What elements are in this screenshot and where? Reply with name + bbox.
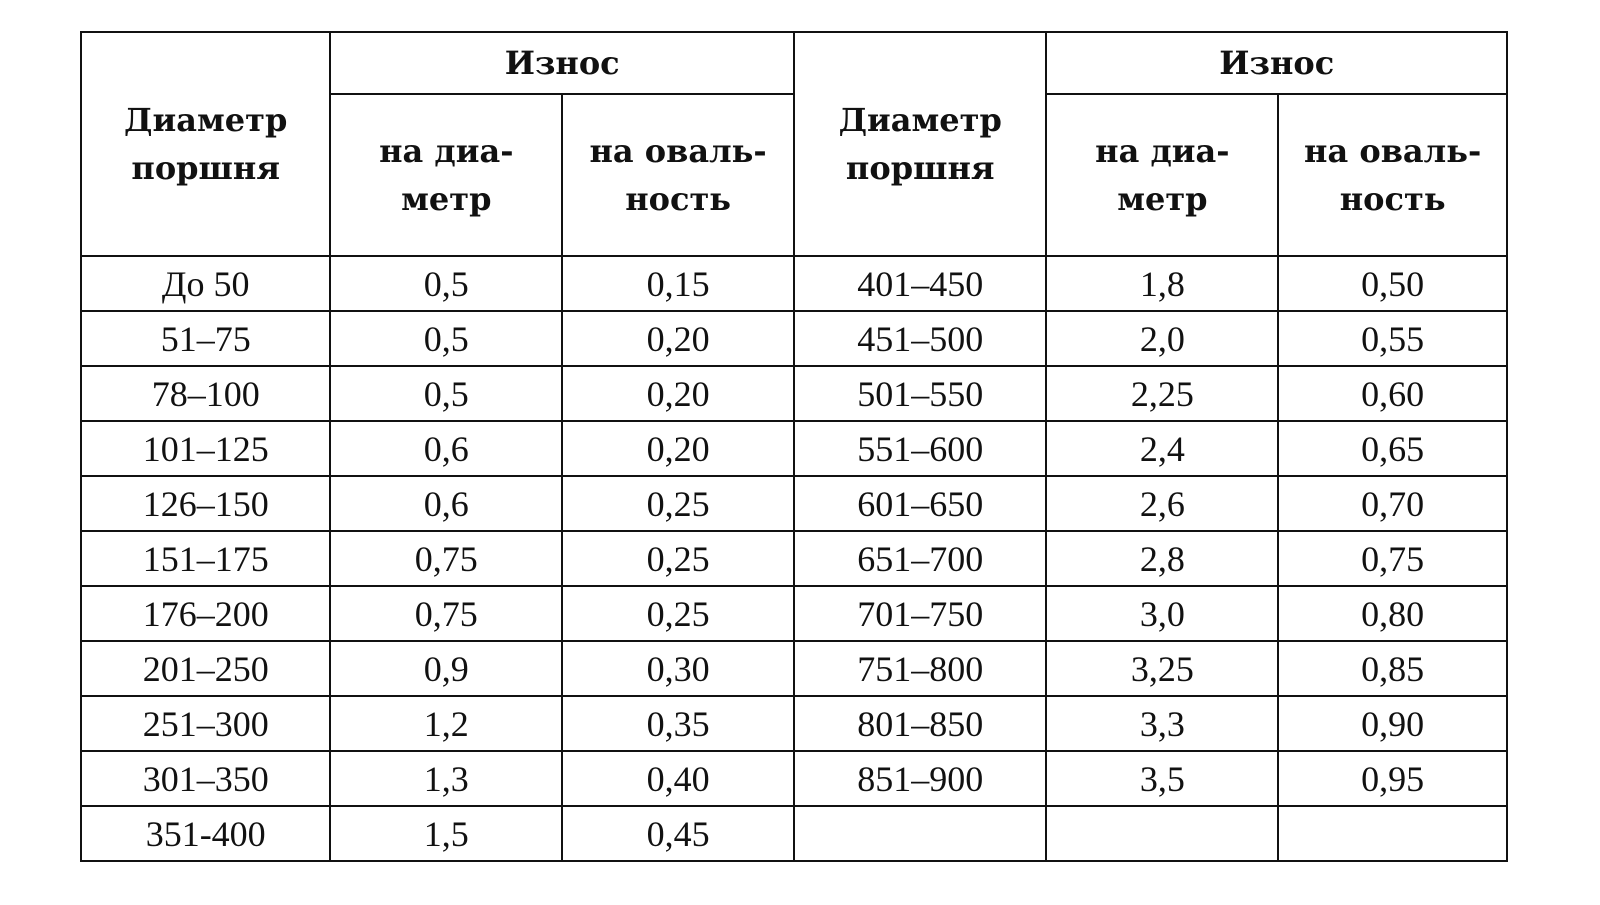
cell-wear-diameter-left: 0,75 xyxy=(330,531,562,586)
cell-wear-ovality-left: 0,20 xyxy=(562,311,794,366)
cell-wear-ovality-right: 0,60 xyxy=(1278,366,1507,421)
cell-diameter-left: 78–100 xyxy=(81,366,330,421)
cell-diameter-left: 251–300 xyxy=(81,696,330,751)
cell-diameter-left: До 50 xyxy=(81,256,330,311)
cell-diameter-right: 601–650 xyxy=(794,476,1046,531)
cell-wear-ovality-right: 0,65 xyxy=(1278,421,1507,476)
header-on-diameter-left-line1: на диа- xyxy=(379,132,514,170)
table-row xyxy=(81,476,1507,531)
table-row xyxy=(81,696,1507,751)
cell-wear-diameter-right: 2,0 xyxy=(1046,311,1278,366)
header-on-diameter-left-line2: метр xyxy=(401,180,492,218)
cell-wear-ovality-right: 0,50 xyxy=(1278,256,1507,311)
cell-wear-diameter-right: 2,25 xyxy=(1046,366,1278,421)
header-on-diameter-right-line2: метр xyxy=(1117,180,1208,218)
cell-wear-diameter-left: 1,3 xyxy=(330,751,562,806)
cell-wear-ovality-right: 0,70 xyxy=(1278,476,1507,531)
table-row xyxy=(81,641,1507,696)
cell-wear-ovality-left: 0,40 xyxy=(562,751,794,806)
cell-wear-diameter-left: 1,5 xyxy=(330,806,562,861)
cell-wear-diameter-left: 0,6 xyxy=(330,476,562,531)
header-on-ovality-right-line2: ность xyxy=(1339,180,1446,218)
table-body xyxy=(81,256,1507,861)
cell-wear-diameter-right: 2,8 xyxy=(1046,531,1278,586)
header-piston-diameter-left xyxy=(81,32,330,256)
cell-diameter-right: 651–700 xyxy=(794,531,1046,586)
cell-wear-ovality-left: 0,30 xyxy=(562,641,794,696)
table-row xyxy=(81,806,1507,861)
cell-wear-diameter-right xyxy=(1046,806,1278,861)
cell-wear-diameter-left: 0,5 xyxy=(330,311,562,366)
header-on-diameter-left xyxy=(330,94,562,256)
table-row xyxy=(81,366,1507,421)
cell-wear-diameter-right: 3,5 xyxy=(1046,751,1278,806)
header-piston-diameter-left-line2: поршня xyxy=(131,149,280,187)
table-row xyxy=(81,751,1507,806)
cell-diameter-right: 551–600 xyxy=(794,421,1046,476)
cell-diameter-left: 176–200 xyxy=(81,586,330,641)
cell-diameter-left: 101–125 xyxy=(81,421,330,476)
cell-diameter-right: 851–900 xyxy=(794,751,1046,806)
cell-diameter-right: 801–850 xyxy=(794,696,1046,751)
header-on-ovality-left-line1: на оваль- xyxy=(589,132,767,170)
cell-wear-ovality-right xyxy=(1278,806,1507,861)
cell-wear-diameter-left: 0,5 xyxy=(330,256,562,311)
table-row xyxy=(81,421,1507,476)
header-on-ovality-left xyxy=(562,94,794,256)
cell-diameter-left: 301–350 xyxy=(81,751,330,806)
cell-diameter-left: 201–250 xyxy=(81,641,330,696)
cell-wear-diameter-right: 3,3 xyxy=(1046,696,1278,751)
header-piston-diameter-right-line2: поршня xyxy=(845,149,995,187)
cell-wear-diameter-left: 0,9 xyxy=(330,641,562,696)
header-on-diameter-right-line1: на диа- xyxy=(1095,132,1230,170)
piston-wear-table xyxy=(80,31,1508,862)
cell-wear-ovality-left: 0,15 xyxy=(562,256,794,311)
cell-wear-ovality-right: 0,55 xyxy=(1278,311,1507,366)
table-row xyxy=(81,586,1507,641)
cell-diameter-right: 751–800 xyxy=(794,641,1046,696)
header-on-diameter-right xyxy=(1046,94,1278,256)
cell-diameter-right: 451–500 xyxy=(794,311,1046,366)
cell-wear-diameter-left: 0,6 xyxy=(330,421,562,476)
cell-diameter-right: 701–750 xyxy=(794,586,1046,641)
cell-diameter-right: 501–550 xyxy=(794,366,1046,421)
cell-wear-ovality-right: 0,75 xyxy=(1278,531,1507,586)
cell-wear-ovality-left: 0,20 xyxy=(562,366,794,421)
header-on-ovality-left-line2: ность xyxy=(625,180,731,218)
cell-diameter-left: 126–150 xyxy=(81,476,330,531)
cell-diameter-right: 401–450 xyxy=(794,256,1046,311)
table-row xyxy=(81,256,1507,311)
cell-diameter-left: 351-400 xyxy=(81,806,330,861)
header-wear-left: Износ xyxy=(330,32,794,94)
cell-wear-ovality-left: 0,45 xyxy=(562,806,794,861)
cell-wear-ovality-left: 0,35 xyxy=(562,696,794,751)
header-row-top xyxy=(81,32,1507,94)
table-row xyxy=(81,531,1507,586)
cell-wear-ovality-left: 0,25 xyxy=(562,476,794,531)
cell-wear-diameter-left: 1,2 xyxy=(330,696,562,751)
cell-wear-ovality-right: 0,95 xyxy=(1278,751,1507,806)
cell-wear-diameter-right: 2,4 xyxy=(1046,421,1278,476)
cell-wear-ovality-left: 0,25 xyxy=(562,586,794,641)
cell-wear-ovality-left: 0,25 xyxy=(562,531,794,586)
table-row xyxy=(81,311,1507,366)
cell-wear-diameter-right: 1,8 xyxy=(1046,256,1278,311)
cell-diameter-left: 51–75 xyxy=(81,311,330,366)
cell-wear-ovality-right: 0,85 xyxy=(1278,641,1507,696)
header-on-ovality-right xyxy=(1278,94,1507,256)
cell-diameter-left: 151–175 xyxy=(81,531,330,586)
header-piston-diameter-right xyxy=(794,32,1046,256)
header-on-ovality-right-line1: на оваль- xyxy=(1304,132,1482,170)
header-piston-diameter-right-line1: Диаметр xyxy=(838,101,1002,139)
cell-wear-diameter-right: 2,6 xyxy=(1046,476,1278,531)
cell-wear-ovality-left: 0,20 xyxy=(562,421,794,476)
cell-wear-diameter-left: 0,75 xyxy=(330,586,562,641)
header-piston-diameter-left-line1: Диаметр xyxy=(124,101,288,139)
cell-wear-ovality-right: 0,90 xyxy=(1278,696,1507,751)
header-wear-right: Износ xyxy=(1046,32,1507,94)
cell-wear-diameter-right: 3,25 xyxy=(1046,641,1278,696)
cell-wear-diameter-left: 0,5 xyxy=(330,366,562,421)
cell-diameter-right xyxy=(794,806,1046,861)
cell-wear-ovality-right: 0,80 xyxy=(1278,586,1507,641)
cell-wear-diameter-right: 3,0 xyxy=(1046,586,1278,641)
